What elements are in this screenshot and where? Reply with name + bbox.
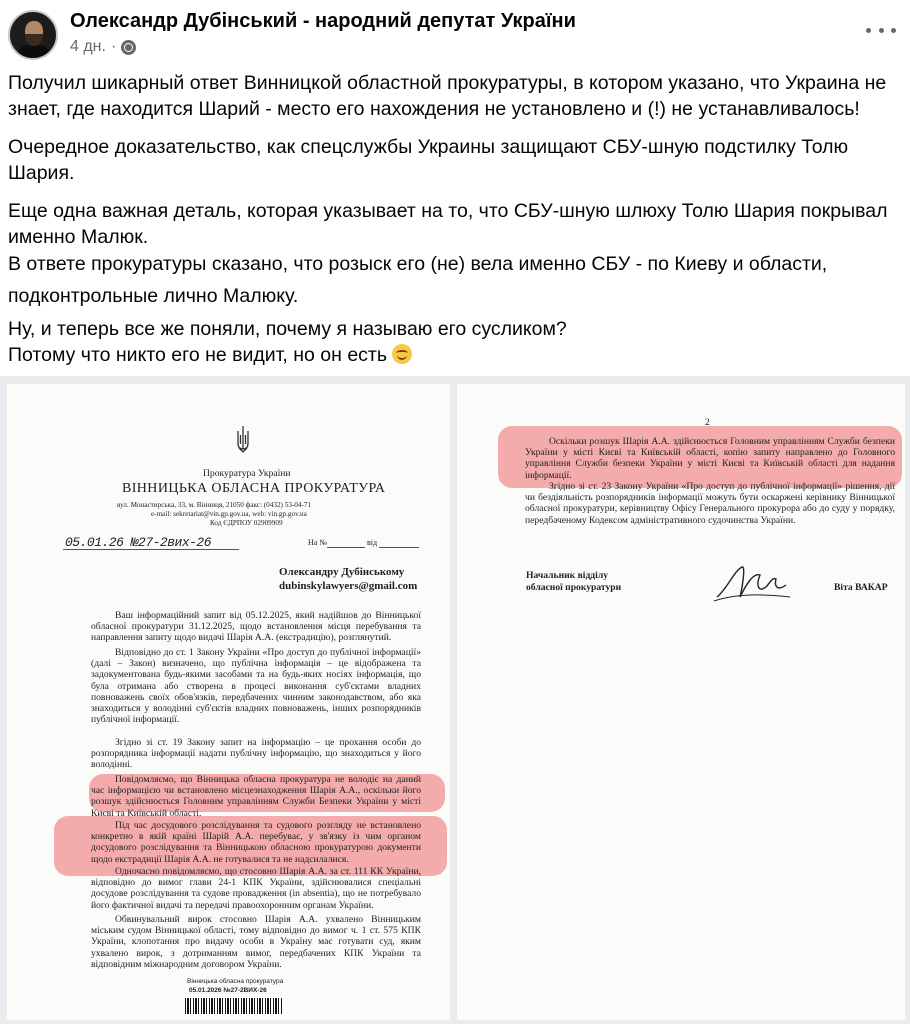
letter-photo-page-2[interactable] xyxy=(457,384,905,1020)
author-avatar[interactable] xyxy=(8,10,58,60)
from-label: від xyxy=(367,538,378,547)
signer-name: Віта ВАКАР xyxy=(834,582,888,593)
org-address: вул. Монастирська, 33, м. Вінниця, 21050 факс: (0432) 53-04-71 xyxy=(117,501,312,509)
post-paragraph: Еще одна важная деталь, которая указывает на то, что СБУ-шную шлюху Толю Шария покрывал именно Малюк. xyxy=(8,200,888,248)
author-name[interactable]: Олександр Дубінський - народний депутат України xyxy=(70,10,576,32)
more-options-icon[interactable] xyxy=(866,20,896,40)
letter-paragraph: Згідно зі ст. 19 Закону запит на інформацію – це прохання особи до розпорядника інформації надати публічну інформацію, що знаходиться у його володінні. xyxy=(91,737,421,771)
footer-ref: 05.01.2026 №27-2ВИХ-26 xyxy=(189,987,267,994)
org-title: ВІННИЦЬКА ОБЛАСНА ПРОКУРАТУРА xyxy=(122,481,386,496)
letter-paragraph: Відповідно до ст. 1 Закону України «Про доступ до публічної інформації» (далі – Закон) визначено, що публічна інформація – це відображена та задокументована будь-якими засобами та на будь-яких носіях інформація, що була отримана або створена в процесі виконання суб'єктами владних повноважень своїх обов'язків, передбачених чинним законодавством, або яка знаходиться у володінні суб'єктів владних повноважень, інших розпорядників публічної інформації. xyxy=(91,647,421,726)
photo-gallery xyxy=(0,376,910,1024)
org-small-label: Прокуратура України xyxy=(203,468,291,479)
post-paragraph: Потому что никто его не видит, но он есть xyxy=(8,342,903,368)
barcode-image xyxy=(185,998,283,1014)
letter-paragraph: Одночасно повідомляємо, що стосовно Шарія А.А. за ст. 111 КК України, відповідно до вимог глави 24-1 КПК України, здійснювалися спеціальні досудове розслідування та судове провадження (in absentia), що не потребувало його фактичної видачі та передачі правоохоронним органам України. xyxy=(91,866,421,911)
smiling-face-icon xyxy=(392,344,412,364)
footer-org: Вінницька обласна прокуратура xyxy=(187,978,284,985)
meta-separator: · xyxy=(110,38,117,55)
letter-paragraph: Згідно зі ст. 23 Закону України «Про доступ до публічної інформації» рішення, дії чи бездіяльність розпорядників інформації можуть бути оскаржені керівнику Вінницької обласної прокуратури, керівництву Офісу Генерального прокурора або до суду у порядку, передбаченому Кодексом адміністративного судочинства України. xyxy=(525,481,895,526)
globe-icon xyxy=(121,40,136,55)
letter-paragraph: Обвинувальний вирок стосовно Шарія А.А. ухвалено Вінницьким міським судом Вінницької області, тому відповідно до вимог ч. 1 ст. 575 КПК України, клопотання про видачу особи в Україну має готувати суд, яким ухвалено вирок, з дотриманням вимог, передбачених КПК України та відповідним міжнародним договором України. xyxy=(91,914,421,970)
post-timestamp[interactable]: 4 дн. xyxy=(70,38,106,55)
letter-paragraph: Повідомляємо, що Вінницька обласна прокуратура не володіє на даний час інформацією чи встановлено місцезнаходження Шарія А.А., оскільки його розшук здійснюється Головним управлінням Служби Безпеки України у місті Києві та Київській області. xyxy=(91,774,421,819)
handwritten-ref: 05.01.26 №27-2вих-26 xyxy=(65,535,212,550)
signature-image xyxy=(712,559,792,609)
post-paragraph: Ну, и теперь все же поняли, почему я называю его сусликом? xyxy=(8,318,567,340)
recipient-email: dubinskylawyers@gmail.com xyxy=(279,580,418,592)
letter-paragraph: Під час досудового розслідування та судового розгляду не встановлено конкретно в якій країні Шарій А.А. перебуває, у зв'язку із чим органом досудового розслідування та Вінницькою обласною прокуратурою документи щодо екстрадиції Шарія А.А. не готувалися та не надсилалися. xyxy=(91,820,421,865)
coat-of-arms-icon xyxy=(236,425,250,453)
signer-title: обласної прокуратури xyxy=(526,582,622,593)
post-paragraph: Получил шикарный ответ Винницкой областной прокуратуры, в котором указано, что Украина не знает, где находится Шарий - место его нахождения не установлено и (!) не устанавливалось! xyxy=(8,72,887,120)
no-label: На № xyxy=(308,538,327,547)
post-meta xyxy=(70,38,136,56)
letter-paragraph: Ваш інформаційний запит від 05.12.2025, який надійшов до Вінницької обласної прокуратури 31.12.2025, щодо встановлення місця перебування та направлення запиту щодо видачі Шарія А.А. (екстрадицію), розглянутий. xyxy=(91,610,421,644)
org-code: Код ЄДРПОУ 02909909 xyxy=(210,519,283,527)
page-number: 2 xyxy=(705,417,710,428)
post-paragraph: Очередное доказательство, как спецслужбы Украины защищают СБУ-шную подстилку Толю Шария. xyxy=(8,136,849,184)
letter-paragraph: Оскільки розшук Шарія А.А. здійснюється Головним управлінням Служби безпеки України у місті Києві та Київській області, копію запиту направлено до Головного управління Служби безпеки України у місті Києві та Київській області для надання інформації. xyxy=(525,436,895,481)
signer-title: Начальник відділу xyxy=(526,570,609,581)
recipient-name: Олександру Дубінському xyxy=(279,566,405,578)
org-contacts: e-mail: sekretariat@vin.gp.gov.ua, web: vin.gp.gov.ua xyxy=(151,510,307,518)
post-header xyxy=(0,0,910,66)
post-paragraph: В ответе прокуратуры сказано, что розыск его (не) вела именно СБУ - по Киеву и области, подконтрольные лично Малюку. xyxy=(8,253,828,307)
letter-photo-page-1[interactable] xyxy=(7,384,450,1020)
